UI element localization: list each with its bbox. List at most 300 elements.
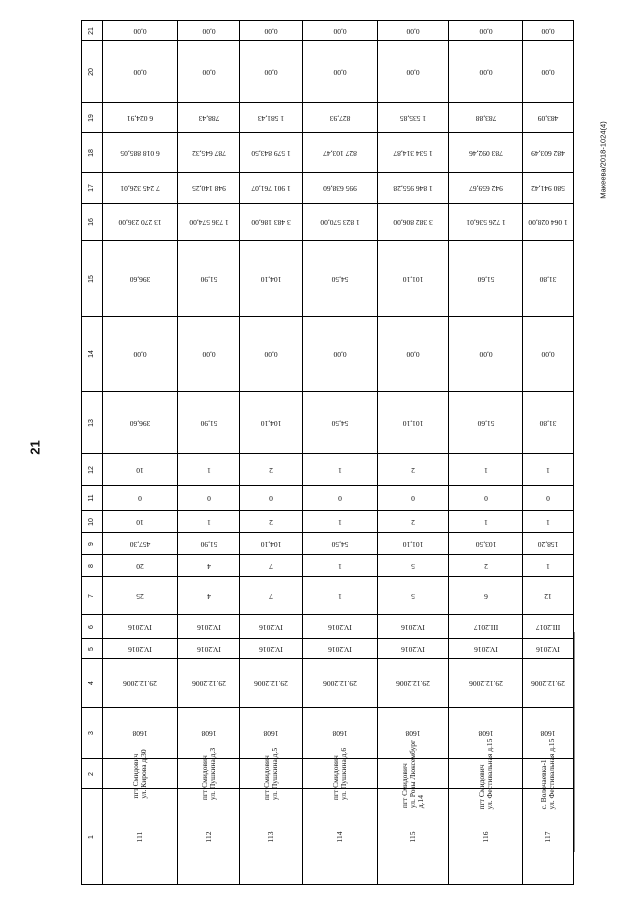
register-cell — [303, 392, 378, 454]
register-cell — [240, 41, 303, 103]
register-cell — [378, 454, 449, 486]
cell-value: 101,10 — [402, 274, 424, 284]
register-cell — [523, 317, 574, 392]
cell-value: 0,00 — [478, 350, 493, 359]
column-number: 6 — [88, 624, 95, 629]
cell-value: IV.2016 — [401, 622, 425, 632]
cell-value: 1 — [338, 561, 342, 571]
register-cell — [178, 133, 240, 173]
cell-value: 7 — [269, 591, 273, 601]
cell-value: IV.2016 — [328, 644, 352, 654]
cell-value: 1 — [483, 517, 488, 527]
register-cell — [378, 241, 449, 317]
register-cell — [378, 739, 449, 808]
cell-value: 0,00 — [478, 26, 493, 36]
register-cell — [449, 454, 523, 486]
cell-value: 1 901 761,07 — [251, 184, 291, 193]
cell-value: 827,93 — [329, 113, 351, 123]
register-cell — [240, 533, 303, 555]
cell-value: 54,50 — [331, 274, 349, 284]
register-cell — [303, 486, 378, 511]
register-cell — [449, 392, 523, 454]
field-row-12 — [82, 454, 574, 486]
register-cell — [303, 21, 378, 41]
register-cell — [178, 173, 240, 204]
field-row-15 — [82, 241, 574, 317]
cell-value: 51,60 — [477, 274, 494, 284]
register-cell — [178, 21, 240, 41]
register-cell — [103, 204, 178, 241]
cell-value: 104,10 — [260, 418, 282, 428]
column-number-cell — [82, 103, 103, 133]
column-number-cell — [82, 708, 103, 759]
column-number-cell — [82, 659, 103, 708]
cell-value: 1608 — [201, 729, 216, 738]
cell-value: 51,90 — [200, 418, 217, 428]
register-cell — [378, 615, 449, 639]
cell-value: 104,10 — [260, 274, 282, 284]
column-number: 10 — [88, 517, 95, 526]
cell-value: 1608 — [332, 729, 348, 738]
cell-value: 29.12.2006 — [468, 679, 503, 688]
cell-value: 101,10 — [402, 418, 424, 428]
cell-value: 1608 — [540, 729, 556, 738]
register-cell — [378, 533, 449, 555]
cell-value: 10 — [136, 465, 144, 475]
register-cell — [523, 241, 574, 317]
cell-value: 396,60 — [129, 274, 151, 284]
column-number-cell — [82, 789, 103, 885]
cell-value: 1 — [338, 517, 342, 527]
cell-value: 0 — [483, 494, 488, 503]
register-cell — [178, 615, 240, 639]
cell-value: 396,60 — [129, 418, 151, 428]
address: пгт Смидович ул. Фестивальная д.15 — [476, 738, 494, 809]
cell-value: 1608 — [263, 729, 279, 738]
register-cell — [523, 533, 574, 555]
cell-value: IV.2016 — [328, 622, 352, 632]
register-cell — [449, 533, 523, 555]
cell-value: 1608 — [132, 729, 148, 738]
cell-value: 788,43 — [198, 113, 219, 123]
column-number-cell — [82, 486, 103, 511]
row-number: 117 — [543, 831, 552, 842]
column-number: 17 — [88, 184, 95, 192]
cell-value: 827 103,47 — [323, 148, 357, 158]
cell-value: 0,00 — [478, 67, 493, 77]
cell-value: IV.2016 — [401, 644, 425, 654]
register-cell — [178, 486, 240, 511]
register-cell — [103, 577, 178, 615]
register-cell — [240, 615, 303, 639]
cell-value: 0,00 — [133, 67, 147, 77]
cell-value: 25 — [136, 591, 144, 601]
register-cell — [303, 577, 378, 615]
register-cell — [103, 133, 178, 173]
cell-value: 0 — [269, 494, 273, 503]
register-cell — [523, 639, 574, 659]
field-row-9 — [82, 533, 574, 555]
cell-value: 1 — [546, 517, 550, 527]
cell-value: 0,00 — [264, 350, 278, 359]
cell-value: 0,00 — [406, 26, 420, 36]
register-cell — [523, 511, 574, 533]
register-cell — [178, 454, 240, 486]
register-cell — [240, 133, 303, 173]
column-number-cell — [82, 41, 103, 103]
field-row-11 — [82, 486, 574, 511]
column-number-cell — [82, 204, 103, 241]
register-cell — [303, 533, 378, 555]
register-cell — [378, 555, 449, 577]
column-number: 12 — [88, 465, 95, 474]
column-number: 19 — [88, 113, 95, 122]
register-cell — [449, 615, 523, 639]
register-cell — [449, 103, 523, 133]
column-number-cell — [82, 173, 103, 204]
register-cell — [449, 204, 523, 241]
cell-value: 6 018 885,05 — [120, 148, 160, 158]
register-cell — [449, 511, 523, 533]
register-cell — [523, 204, 574, 241]
address: пгт Смидович ул. Кирова д.30 — [131, 748, 148, 799]
column-number-cell — [82, 21, 103, 41]
cell-value: IV.2016 — [259, 644, 283, 654]
cell-value: 0,00 — [264, 67, 278, 77]
field-row-6 — [82, 615, 574, 639]
register-cell — [103, 555, 178, 577]
housing-register-table — [81, 20, 574, 885]
register-cell — [378, 133, 449, 173]
cell-value: 1 — [206, 517, 211, 527]
column-number: 20 — [88, 67, 95, 76]
register-cell — [523, 133, 574, 173]
cell-value: 29.12.2006 — [191, 679, 226, 688]
register-cell — [523, 392, 574, 454]
register-cell — [449, 486, 523, 511]
cell-value: 1 823 570,00 — [320, 218, 360, 227]
column-number: 5 — [88, 646, 95, 651]
cell-value: 0,00 — [333, 26, 347, 36]
cell-value: 20 — [136, 561, 144, 571]
field-row-10 — [82, 511, 574, 533]
column-number-cell — [82, 759, 103, 789]
register-cell — [240, 577, 303, 615]
register-cell — [449, 789, 523, 885]
cell-value: 783,88 — [475, 113, 496, 123]
register-cell — [303, 615, 378, 639]
column-number-cell — [82, 639, 103, 659]
register-cell — [103, 748, 178, 799]
column-number-cell — [82, 241, 103, 317]
cell-value: IV.2016 — [196, 622, 221, 632]
field-row-4 — [82, 659, 574, 708]
field-row-3 — [82, 708, 574, 759]
field-row-19 — [82, 103, 574, 133]
register-cell — [378, 204, 449, 241]
cell-value: 5 — [411, 561, 415, 571]
cell-value: 13 270 236,00 — [118, 218, 162, 227]
cell-value: 995 638,60 — [323, 184, 357, 193]
register-cell — [378, 173, 449, 204]
column-number: 18 — [88, 148, 95, 157]
cell-value: 0,00 — [541, 26, 555, 36]
register-cell — [449, 317, 523, 392]
address: пгт Смидович ул. Пушкина д.3 — [199, 747, 217, 800]
register-cell — [178, 392, 240, 454]
register-cell — [178, 533, 240, 555]
register-cell — [103, 317, 178, 392]
register-cell — [103, 173, 178, 204]
register-cell — [523, 789, 574, 885]
housing-register-table-wrapper — [81, 20, 573, 885]
register-cell — [449, 577, 523, 615]
cell-value: 1 535,85 — [399, 113, 427, 123]
register-cell — [449, 241, 523, 317]
cell-value: 0 — [411, 494, 415, 503]
cell-value: 1 736 574,00 — [188, 218, 229, 227]
cell-value: 2 — [411, 465, 415, 475]
register-cell — [240, 21, 303, 41]
row-number: 115 — [408, 831, 417, 842]
cell-value: 1608 — [405, 729, 421, 738]
register-cell — [378, 639, 449, 659]
cell-value: 1 — [546, 465, 550, 475]
register-cell — [240, 204, 303, 241]
register-cell — [523, 659, 574, 708]
register-cell — [378, 486, 449, 511]
cell-value: IV.2016 — [196, 644, 221, 654]
register-cell — [449, 41, 523, 103]
register-cell — [523, 454, 574, 486]
column-number: 1 — [88, 834, 95, 839]
cell-value: 1 — [338, 465, 342, 475]
row-number: 114 — [335, 831, 344, 842]
cell-value: 6 — [483, 591, 488, 601]
cell-value: 0,00 — [333, 350, 347, 359]
register-cell — [178, 511, 240, 533]
cell-value: 457,30 — [129, 539, 151, 549]
register-cell — [523, 577, 574, 615]
cell-value: 29.12.2006 — [123, 679, 157, 688]
register-cell — [303, 317, 378, 392]
register-cell — [303, 511, 378, 533]
cell-value: 948 140,25 — [191, 184, 226, 193]
cell-value: 2 — [483, 561, 488, 571]
register-cell — [303, 747, 378, 800]
register-cell — [303, 789, 378, 885]
cell-value: IV.2016 — [128, 622, 152, 632]
register-cell — [240, 747, 303, 800]
cell-value: 0,00 — [541, 350, 555, 359]
cell-value: 7 — [269, 561, 273, 571]
register-cell — [523, 173, 574, 204]
register-cell — [240, 173, 303, 204]
column-number: 13 — [88, 418, 95, 427]
register-cell — [103, 639, 178, 659]
register-cell — [103, 615, 178, 639]
cell-value: 6 024,91 — [126, 113, 154, 123]
register-cell — [240, 659, 303, 708]
address: пгт Смидович ул. Розы Люксембург д.14 — [400, 739, 425, 808]
cell-value: IV.2016 — [128, 644, 152, 654]
column-number: 4 — [88, 681, 95, 685]
register-cell — [103, 511, 178, 533]
register-cell — [178, 103, 240, 133]
address: пгт Смидович ул. Пушкина д.6 — [331, 747, 348, 800]
cell-value: III.2017 — [473, 622, 498, 632]
cell-value: 580 941,42 — [531, 184, 565, 193]
register-cell — [378, 511, 449, 533]
register-cell — [378, 392, 449, 454]
cell-value: 1 — [483, 465, 488, 475]
cell-value: 12 — [544, 591, 552, 601]
register-cell — [240, 241, 303, 317]
field-row-1 — [82, 789, 574, 885]
cell-value: 31,80 — [539, 418, 557, 428]
cell-value: 0,00 — [406, 67, 420, 77]
cell-value: 29.12.2006 — [254, 679, 288, 688]
cell-value: 4 — [206, 561, 211, 571]
cell-value: 1 534 314,87 — [393, 148, 433, 158]
register-cell — [178, 241, 240, 317]
cell-value: 51,90 — [200, 274, 217, 284]
register-cell — [523, 103, 574, 133]
register-cell — [449, 659, 523, 708]
register-cell — [303, 555, 378, 577]
cell-value: 0,00 — [201, 350, 216, 359]
cell-value: 942 659,67 — [468, 184, 503, 193]
cell-value: IV.2016 — [536, 644, 560, 654]
row-number: 112 — [203, 831, 213, 842]
register-cell — [240, 103, 303, 133]
register-cell — [178, 555, 240, 577]
register-cell — [378, 21, 449, 41]
register-cell — [303, 454, 378, 486]
row-number: 111 — [135, 831, 144, 842]
cell-value: 54,50 — [331, 539, 349, 549]
column-number: 2 — [88, 771, 95, 776]
cell-value: 29.12.2006 — [323, 679, 357, 688]
cell-value: 29.12.2006 — [531, 679, 565, 688]
register-cell — [523, 555, 574, 577]
register-cell — [449, 639, 523, 659]
cell-value: 31,80 — [539, 274, 557, 284]
register-cell — [178, 204, 240, 241]
field-row-16 — [82, 204, 574, 241]
register-cell — [303, 103, 378, 133]
register-cell — [303, 41, 378, 103]
cell-value: 0,00 — [133, 26, 147, 36]
register-cell — [240, 789, 303, 885]
register-cell — [103, 454, 178, 486]
register-cell — [240, 454, 303, 486]
field-row-13 — [82, 392, 574, 454]
cell-value: 0,00 — [201, 67, 216, 77]
register-cell — [378, 789, 449, 885]
cell-value: 51,90 — [200, 539, 217, 549]
register-cell — [178, 577, 240, 615]
register-cell — [103, 533, 178, 555]
cell-value: 787 645,32 — [191, 148, 226, 158]
address: с. Волочаевка-1 ул. Фестивальная д.15 — [539, 738, 556, 809]
cell-value: III.2017 — [535, 622, 561, 632]
cell-value: 2 — [411, 517, 415, 527]
cell-value: 482 603,49 — [531, 148, 565, 158]
column-number-cell — [82, 615, 103, 639]
cell-value: 5 — [411, 591, 415, 601]
cell-value: 104,10 — [260, 539, 282, 549]
register-cell — [240, 511, 303, 533]
register-cell — [378, 317, 449, 392]
document-reference: Макеева/2018-1024(4) — [598, 121, 608, 199]
cell-value: 4 — [206, 591, 211, 601]
field-row-20 — [82, 41, 574, 103]
register-cell — [303, 241, 378, 317]
cell-value: 29.12.2006 — [396, 679, 430, 688]
register-cell — [449, 21, 523, 41]
register-cell — [240, 392, 303, 454]
register-cell — [303, 639, 378, 659]
cell-value: IV.2016 — [473, 644, 498, 654]
column-number: 3 — [88, 731, 95, 735]
margin-line — [574, 632, 575, 852]
register-cell — [240, 639, 303, 659]
cell-value: 7 245 326,01 — [120, 184, 160, 193]
cell-value: 0,00 — [201, 26, 216, 36]
register-cell — [378, 103, 449, 133]
register-cell — [178, 317, 240, 392]
cell-value: 3 483 186,00 — [251, 218, 291, 227]
cell-value: 0 — [546, 494, 550, 503]
register-cell — [103, 789, 178, 885]
field-row-2 — [82, 759, 574, 789]
register-cell — [103, 41, 178, 103]
register-cell — [103, 21, 178, 41]
address: пгт Смидович ул. Пушкина д.5 — [262, 747, 279, 800]
field-row-14 — [82, 317, 574, 392]
field-row-17 — [82, 173, 574, 204]
row-number: 116 — [480, 831, 490, 842]
register-cell — [523, 615, 574, 639]
cell-value: 1 — [546, 561, 550, 571]
register-cell — [240, 555, 303, 577]
column-number: 14 — [88, 350, 95, 358]
register-cell — [449, 555, 523, 577]
cell-value: 0 — [338, 494, 342, 503]
cell-value: 1608 — [478, 729, 493, 738]
cell-value: 483,09 — [537, 113, 559, 123]
register-cell — [523, 41, 574, 103]
register-cell — [178, 789, 240, 885]
register-cell — [178, 747, 240, 800]
column-number-cell — [82, 511, 103, 533]
field-row-7 — [82, 577, 574, 615]
column-number-cell — [82, 555, 103, 577]
register-cell — [449, 173, 523, 204]
register-cell — [103, 103, 178, 133]
field-row-21 — [82, 21, 574, 41]
cell-value: 0 — [138, 494, 142, 503]
column-number: 16 — [88, 218, 95, 226]
cell-value: 101,10 — [402, 539, 424, 549]
cell-value: 51,60 — [477, 418, 494, 428]
register-cell — [103, 392, 178, 454]
column-number: 15 — [88, 274, 95, 283]
register-cell — [378, 659, 449, 708]
cell-value: 783 092,46 — [468, 148, 503, 158]
column-number: 8 — [88, 563, 95, 568]
